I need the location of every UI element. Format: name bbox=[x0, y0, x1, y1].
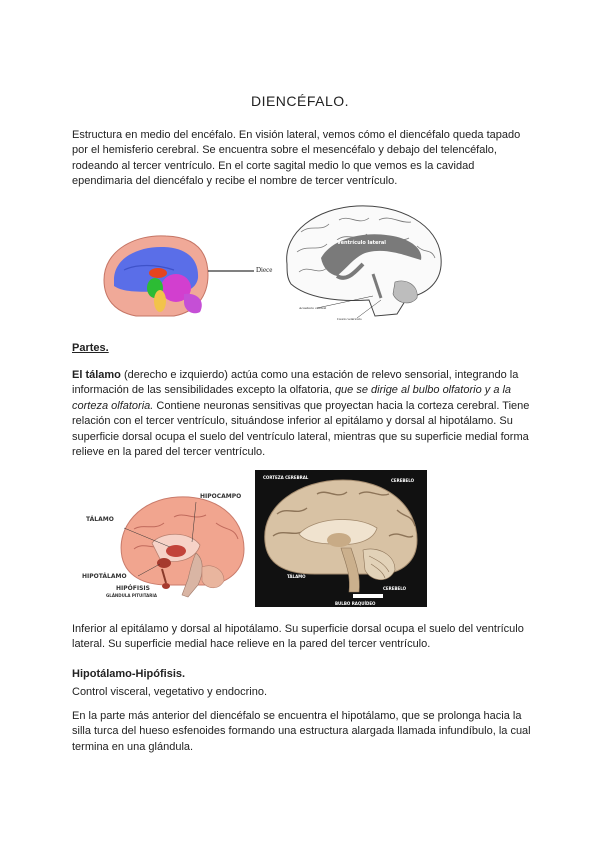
talamo-text-2: Contiene neuronas sensitivas que proyectan hacia la corteza cerebral. Tiene relación con el tercer ventrículo, situándose inferior al epitálamo y dorsal al hipotálamo. Su superficie dorsal ocupa el suelo del ventrículo lateral, mientras que su superficie medial forma relieve en la pared del tercer ventrículo. bbox=[72, 399, 530, 459]
aqueduct-label: Acueducto cerebral bbox=[299, 306, 327, 310]
partes-heading: Partes. bbox=[72, 342, 109, 354]
page-title: DIENCÉFALO. bbox=[250, 93, 350, 109]
talamo-label: TÁLAMO bbox=[86, 516, 114, 523]
brain-sagittal-photo bbox=[255, 470, 427, 607]
corteza-label: CORTEZA CEREBRAL bbox=[263, 475, 309, 480]
glandula-label: GLÁNDULA PITUITARIA bbox=[106, 593, 157, 598]
hipotalamo-label: HIPOTÁLAMO bbox=[82, 573, 127, 580]
hipotalamo-paragraph: En la parte más anterior del diencéfalo se encuentra el hipotálamo, que se prolonga hacia la silla turca del hueso esfenoides formando una estructura alargada llamada infundíbulo, la cual termina en una glándula. bbox=[72, 710, 531, 753]
talamo-text-1: (derecho e izquierdo) actúa como una estación de relevo sensorial, integrando la información de las sensibilidades excepto la olfatoria, bbox=[72, 369, 519, 397]
cerebelo-top-label: CEREBELO bbox=[391, 478, 415, 483]
brain-sagittal-illustration bbox=[78, 487, 250, 609]
hipofisis-label: HIPÓFISIS bbox=[116, 585, 150, 592]
ventricle-label: Ventrículo lateral bbox=[337, 240, 386, 246]
cerebelo-label: CEREBELO bbox=[383, 586, 407, 591]
talamo-photo-label: TÁLAMO bbox=[287, 574, 306, 579]
fourth-ventricle-label: Cuarto ventrículo bbox=[337, 317, 362, 321]
talamo-term: El tálamo bbox=[72, 369, 121, 381]
intro-paragraph: Estructura en medio del encéfalo. En visión lateral, vemos cómo el diencéfalo queda tapado por el hemisferio cerebral. Se encuentra sobre el mesencéfalo y debajo del telencéfalo, rodeando al tercer ventrículo. En el corte sagital medio lo que vemos es la cavidad ependimaria del diencéfalo y recibe el nombre de tercer ventrículo. bbox=[72, 129, 521, 188]
talamo-paragraph bbox=[72, 368, 532, 460]
brain-ventricles-figure bbox=[277, 202, 447, 324]
talamo-italic: que se dirige al bulbo olfatorio y a la corteza olfatoria. bbox=[72, 384, 512, 412]
diencephalon-label: Diece bbox=[256, 266, 273, 274]
bulbo-label: BULBO RAQUÍDEO bbox=[335, 601, 376, 606]
talamo-summary-paragraph: Inferior al epitálamo y dorsal al hipotálamo. Su superficie dorsal ocupa el suelo del ventrículo lateral. Su superficie medial hace relieve en la pared del tercer ventrículo. bbox=[72, 623, 524, 651]
hipotalamo-subtitle: Control visceral, vegetativo y endocrino. bbox=[72, 686, 268, 698]
hipocampo-label: HIPOCAMPO bbox=[200, 493, 242, 500]
hipotalamo-heading: Hipotálamo-Hipófisis. bbox=[72, 668, 186, 680]
